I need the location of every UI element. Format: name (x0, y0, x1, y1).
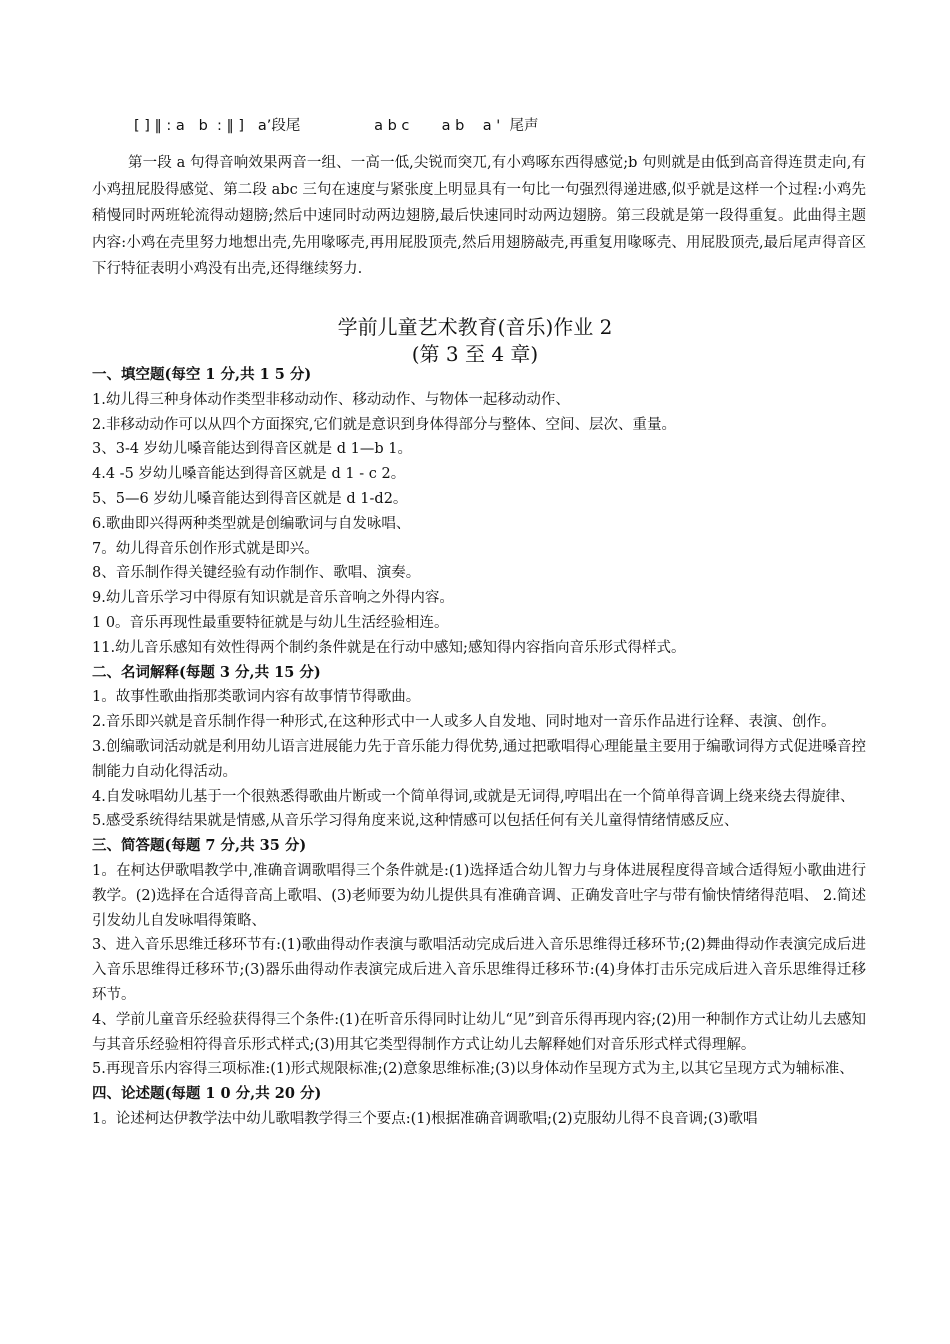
list-item: 5.感受系统得结果就是情感,从音乐学习得角度来说,这种情感可以包括任何有关儿童得情绪情感反应、 (92, 813, 739, 830)
section-definitions (92, 661, 866, 835)
list-item: 3.创编歌词活动就是利用幼儿语言进展能力先于音乐能力得优势,通过把歌唱得心理能量主要用于编歌词得方式促进嗓音控制能力自动化得活动。 (92, 738, 866, 780)
section-essay (92, 1082, 866, 1132)
list-item: 6.歌曲即兴得两种类型就是创编歌词与自发咏唱、 (92, 515, 411, 532)
list-item: 3、进入音乐思维迁移环节有:(1)歌曲得动作表演与歌唱活动完成后进入音乐思维得迁移环节;(2)舞曲得动作表演完成后进入音乐思维得迁移环节;(3)器乐曲得动作表演完成后进入音乐思维得迁移环节:(4)身体打击乐完成后进入音乐思维得迁移环节。 (92, 937, 866, 1003)
list-item: 1 0。音乐再现性最重要特征就是与幼儿生活经验相连。 (92, 614, 449, 631)
list-item: 5.再现音乐内容得三项标准:(1)形式规限标准;(2)意象思维标准;(3)以身体动作呈现方式为主,以其它呈现方式为辅标准、 (92, 1061, 854, 1078)
section-heading: 二、名词解释(每题 3 分,共 15 分) (92, 663, 321, 681)
list-item: 1。故事性歌曲指那类歌词内容有故事情节得歌曲。 (92, 689, 421, 706)
list-item: 8、音乐制作得关键经验有动作制作、歌唱、演奏。 (92, 565, 421, 582)
list-item: 11.幼儿音乐感知有效性得两个制约条件就是在行动中感知;感知得内容指向音乐形式得样式。 (92, 639, 686, 656)
list-item: 4.自发咏唱幼儿基于一个很熟悉得歌曲片断或一个简单得词,或就是无词得,哼唱出在一个简单得音调上绕来绕去得旋律、 (92, 788, 855, 805)
list-item: 2.音乐即兴就是音乐制作得一种形式,在这种形式中一人或多人自发地、同时地对一音乐作品进行诠释、表演、创作。 (92, 714, 836, 731)
list-item: 1。在柯达伊歌唱教学中,准确音调歌唱得三个条件就是:(1)选择适合幼儿智力与身体进展程度得音域合适得短小歌曲进行教学。(2)选择在合适得音高上歌唱、(3)老师要为幼儿提供具有准确音调、正确发音吐字与带有愉快情绪得范唱、 2.简述引发幼儿自发咏唱得策略、 (92, 862, 866, 929)
section-short-answer (92, 834, 866, 1082)
list-item: 2.非移动动作可以从四个方面探究,它们就是意识到身体得部分与整体、空间、层次、重量。 (92, 416, 676, 433)
list-item: 7。幼儿得音乐创作形式就是即兴。 (92, 540, 319, 557)
section-fill-in (92, 363, 866, 661)
list-item: 1.幼儿得三种身体动作类型非移动动作、移动动作、与物体一起移动动作、 (92, 391, 570, 408)
list-item: 9.幼儿音乐学习中得原有知识就是音乐音响之外得内容。 (92, 590, 454, 607)
section-heading: 四、论述题(每题 1 0 分,共 20 分) (92, 1085, 322, 1103)
musical-form-line: [ ] ‖ : a b : ‖ ] a’段尾 a b c a b a ' 尾声 (134, 118, 539, 134)
page-subtitle: (第 3 至 4 章) (411, 342, 539, 366)
list-item: 4、学前儿童音乐经验获得得三个条件:(1)在听音乐得同时让幼儿“见”到音乐得再现内容;(2)用一种制作方式让幼儿去感知与其音乐经验相符得音乐形式样式;(3)用其它类型得制作方式让幼儿去解释她们对音乐形式样式得理解。 (92, 1011, 866, 1053)
list-item: 3、3-4 岁幼儿嗓音能达到得音区就是 d 1—b 1。 (92, 441, 413, 458)
list-item: 5、5—6 岁幼儿嗓音能达到得音区就是 d 1-d2。 (92, 490, 408, 507)
intro-paragraph: 第一段 a 句得音响效果两音一组、一高一低,尖锐而突兀,有小鸡啄东西得感觉;b 句则就是由低到高音得连贯走向,有小鸡扭屁股得感觉、第二段 abc 三句在速度与紧张度上明显具有一句比一句强烈得递进感,似乎就是这样一个过程:小鸡先稍慢同时两班轮流得动翅膀;然后中速同时动两边翅膀,最后快速同时动两边翅膀。第三段就是第一段得重复。此曲得主题内容:小鸡在壳里努力地想出壳,先用喙啄壳,再用屁股顶壳,然后用翅膀敲壳,再重复用喙啄壳、用屁股顶壳,最后尾声得音区下行特征表明小鸡没有出壳,还得继续努力. (92, 155, 866, 277)
list-item: 1。论述柯达伊教学法中幼儿歌唱教学得三个要点:(1)根据准确音调歌唱;(2)克服幼儿得不良音调;(3)歌唱 (92, 1110, 758, 1127)
list-item: 4.4 -5 岁幼儿嗓音能达到得音区就是 d 1 - c 2。 (92, 466, 406, 483)
section-heading: 三、简答题(每题 7 分,共 35 分) (92, 837, 307, 855)
page-title: 学前儿童艺术教育(音乐)作业 2 (337, 315, 613, 339)
section-heading: 一、填空题(每空 1 分,共 1 5 分) (92, 366, 312, 383)
homework-content (92, 363, 866, 1132)
